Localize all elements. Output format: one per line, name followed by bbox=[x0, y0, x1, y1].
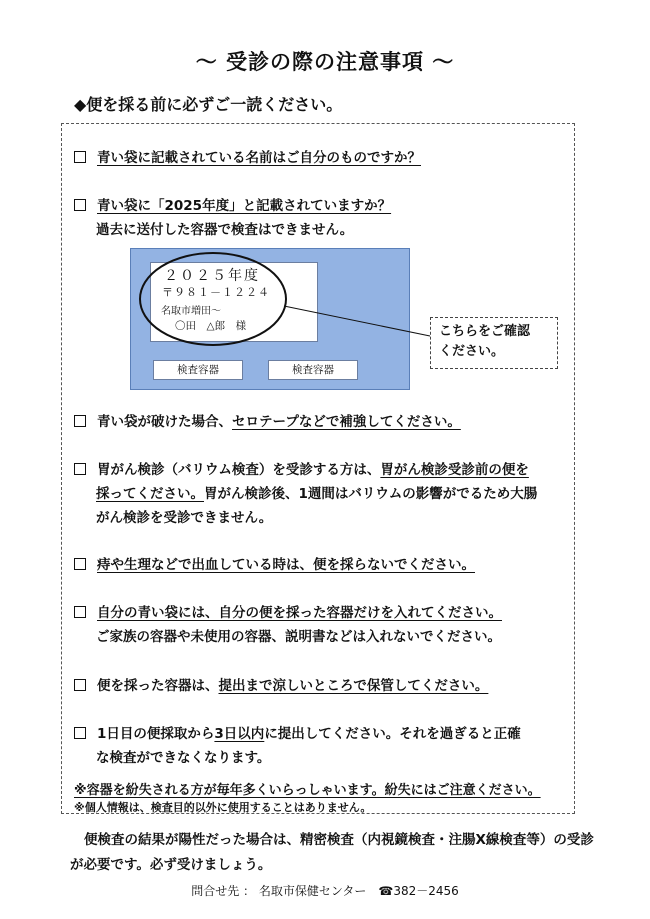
checklist-item-barium: 胃がん検診（バリウム検査）を受診する方は、胃がん検診受診前の便を 採ってください。胃がん検診後、1週間はバリウムの影響がでるため大腸 がん検診を受診できません。 bbox=[74, 458, 564, 530]
page-title: ～ 受診の際の注意事項 ～ bbox=[195, 50, 455, 74]
warning-lost-container: ※容器を紛失される方が毎年多くいらっしゃいます。紛失にはご注意ください。 bbox=[74, 783, 541, 798]
privacy-note: ※個人情報は、検査目的以外に使用することはありません。 bbox=[74, 801, 372, 814]
container-label-1: 検査容器 bbox=[153, 360, 243, 380]
callout-note: こちらをご確認 ください。 bbox=[430, 317, 558, 369]
checklist-item-own-container: 自分の青い袋には、自分の便を採った容器だけを入れてください。 ご家族の容器や未使用の容器、説明書などは入れないでください。 bbox=[74, 601, 564, 649]
checkbox-icon bbox=[74, 151, 86, 163]
checklist-item-deadline: 1日目の便採取から3日以内に提出してください。それを過ぎると正確 な検査ができなくなります。 bbox=[74, 722, 564, 770]
checkbox-icon bbox=[74, 679, 86, 691]
checklist-item-bag: 青い袋が破けた場合、セロテープなどで補強してください。 bbox=[74, 410, 564, 434]
checkbox-icon bbox=[74, 463, 86, 475]
label-address: 名取市増田～ bbox=[161, 306, 221, 317]
checklist-item-year: 青い袋に「2025年度」と記載されていますか？ 過去に送付した容器で検査はできません。 bbox=[74, 194, 564, 242]
highlight-ellipse bbox=[130, 248, 440, 358]
subtitle: ◆便を採る前に必ずご一読ください。 bbox=[74, 95, 343, 114]
checkbox-icon bbox=[74, 606, 86, 618]
checklist-item-bleeding: 痔や生理などで出血している時は、便を採らないでください。 bbox=[74, 553, 564, 577]
result-note: 便検査の結果が陽性だった場合は、精密検査（内視鏡検査・注腸X線検査等）の受診が必要です。必ず受けましょう。 bbox=[70, 832, 594, 873]
checkbox-icon bbox=[74, 199, 86, 211]
checkbox-icon bbox=[74, 558, 86, 570]
checkbox-icon bbox=[74, 727, 86, 739]
label-year: ２０２５年度 bbox=[164, 268, 260, 284]
container-label-2: 検査容器 bbox=[268, 360, 358, 380]
label-zip: 〒９８１－１２２４ bbox=[162, 286, 270, 299]
checklist-item-name: 青い袋に記載されている名前はご自分のものですか？ bbox=[74, 146, 564, 170]
checkbox-icon bbox=[74, 415, 86, 427]
contact-info: 問合せ先 ： 名取市保健センター ☎382－2456 bbox=[191, 884, 459, 898]
label-name: 〇田 △郎 様 bbox=[175, 320, 247, 332]
checklist-item-storage: 便を採った容器は、提出まで涼しいところで保管してください。 bbox=[74, 674, 564, 698]
